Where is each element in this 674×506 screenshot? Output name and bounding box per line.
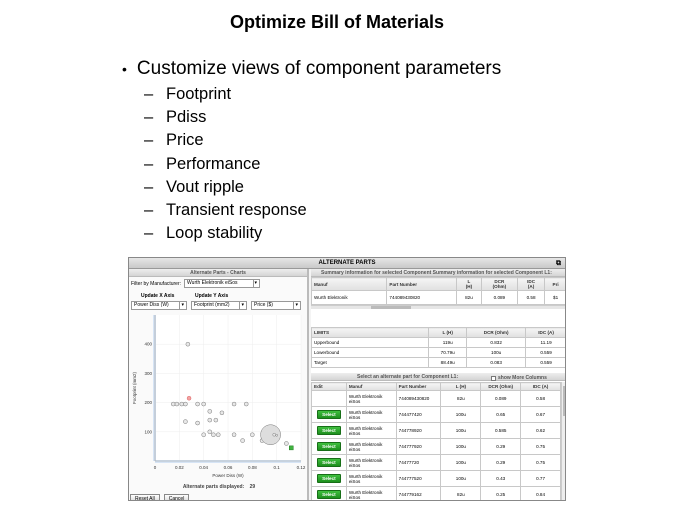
summary-column-header[interactable]: Part Number bbox=[387, 278, 457, 291]
show-more-columns-checkbox[interactable] bbox=[491, 376, 496, 381]
slide-title: Optimize Bill of Materials bbox=[229, 12, 445, 32]
cancel-button[interactable]: Cancel bbox=[164, 494, 190, 501]
summary-table-wrap bbox=[311, 277, 566, 322]
limits-cell: 88.49u bbox=[429, 358, 467, 368]
parts-pane bbox=[311, 269, 566, 501]
alternates-cell-dcr: 0.65 bbox=[481, 407, 521, 423]
table-row[interactable] bbox=[312, 423, 561, 439]
data-point[interactable] bbox=[216, 433, 220, 437]
selected-point[interactable] bbox=[187, 396, 191, 400]
select-cell bbox=[312, 407, 347, 423]
table-row[interactable] bbox=[312, 487, 561, 502]
alternates-column-header[interactable]: L (H) bbox=[441, 383, 481, 391]
y-zoom-rail[interactable] bbox=[153, 315, 156, 461]
chevron-down-icon: ▾ bbox=[295, 302, 298, 308]
summary-cell: Wurth Elektronik bbox=[312, 291, 387, 305]
data-point[interactable] bbox=[196, 402, 200, 406]
alternates-header-row bbox=[312, 383, 561, 391]
alternates-header bbox=[311, 373, 566, 381]
alternates-cell-l: 82u bbox=[441, 487, 481, 502]
table-row[interactable] bbox=[312, 439, 561, 455]
alternates-cell-l: 100u bbox=[441, 455, 481, 471]
alternates-cell-part: 744777520 bbox=[396, 471, 441, 487]
dash-icon: – bbox=[144, 200, 154, 219]
alternates-cell-part: 744777920 bbox=[396, 439, 441, 455]
data-point[interactable] bbox=[250, 433, 254, 437]
limits-cell: 0.083 bbox=[467, 358, 526, 368]
parts-displayed-label: Alternate parts displayed: bbox=[182, 484, 245, 490]
limits-column-header: LIMITS bbox=[312, 328, 429, 338]
sub-bullet-text: Pdiss bbox=[166, 108, 207, 127]
data-point[interactable] bbox=[186, 342, 190, 346]
limits-cell: 0.559 bbox=[526, 348, 566, 358]
limits-column-header: L (H) bbox=[429, 328, 467, 338]
limits-column-header: IDC (A) bbox=[526, 328, 566, 338]
select-cell bbox=[312, 391, 347, 407]
select-button[interactable]: Select bbox=[317, 442, 341, 451]
show-more-columns[interactable] bbox=[491, 374, 547, 382]
x-tick-label: 0.1 bbox=[273, 465, 280, 470]
alternates-cell-dcr: 0.25 bbox=[481, 487, 521, 502]
alternates-column-header[interactable]: Manuf bbox=[346, 383, 396, 391]
data-point[interactable] bbox=[180, 402, 184, 406]
alternates-table-wrap bbox=[311, 382, 561, 501]
dash-icon: – bbox=[144, 85, 154, 103]
data-point[interactable] bbox=[196, 421, 200, 425]
alternates-cell-dcr: 0.585 bbox=[481, 423, 521, 439]
y-axis-value: Footprint (mm2) bbox=[194, 302, 230, 308]
limits-cell: 0.832 bbox=[467, 338, 526, 348]
data-point[interactable] bbox=[273, 433, 276, 436]
summary-column-header[interactable]: Pri bbox=[545, 278, 566, 291]
alternates-cell-idc: 0.84 bbox=[521, 487, 561, 502]
limits-cell: Target bbox=[312, 358, 429, 368]
x-axis-select[interactable] bbox=[131, 301, 187, 310]
x-axis-value: Power Diss (W) bbox=[134, 302, 169, 308]
limits-row bbox=[312, 348, 567, 358]
x-zoom-rail[interactable] bbox=[155, 460, 301, 463]
alternates-cell-idc: 0.75 bbox=[521, 439, 561, 455]
x-axis-title: Power Diss (W) bbox=[212, 473, 244, 478]
limits-row bbox=[312, 338, 567, 348]
table-row[interactable] bbox=[312, 471, 561, 487]
target-point[interactable] bbox=[289, 446, 293, 450]
sub-bullet-item bbox=[144, 83, 501, 106]
alternates-title: Select an alternate part for Component L1: bbox=[357, 374, 459, 380]
data-point[interactable] bbox=[241, 439, 245, 443]
summary-cell: 0.58 bbox=[517, 291, 544, 305]
alternates-cell-part: 74477720 bbox=[396, 455, 441, 471]
sub-bullet-item bbox=[144, 222, 501, 245]
sub-bullet-text: Performance bbox=[166, 154, 261, 173]
y-tick-label: 100 bbox=[144, 429, 152, 435]
sub-bullet-text: Price bbox=[166, 131, 204, 150]
scatter-chart[interactable] bbox=[129, 311, 309, 483]
show-more-columns-label: show More Columns bbox=[498, 375, 547, 381]
limits-row bbox=[312, 358, 567, 368]
summary-column-header[interactable]: IDC (A) bbox=[517, 278, 544, 291]
alternates-cell-l: 100u bbox=[441, 423, 481, 439]
manufacturer-filter-value: Wurth Elektronik eiSos bbox=[187, 280, 238, 286]
dash-icon: – bbox=[144, 224, 154, 243]
alternates-cell-manuf: Wurth Elektronik eiSos bbox=[346, 455, 396, 471]
data-point[interactable] bbox=[175, 402, 179, 406]
chevron-down-icon: ▾ bbox=[181, 302, 184, 308]
data-point[interactable] bbox=[244, 402, 248, 406]
limits-column-header: DCR (Ohm) bbox=[467, 328, 526, 338]
summary-column-header[interactable]: L (H) bbox=[457, 278, 482, 291]
alternates-cell-dcr: 0.43 bbox=[481, 471, 521, 487]
window-titlebar bbox=[129, 258, 565, 269]
data-point[interactable] bbox=[183, 420, 187, 424]
summary-scrollbar[interactable] bbox=[311, 305, 566, 309]
limits-cell: 70.79u bbox=[429, 348, 467, 358]
charts-pane bbox=[129, 269, 309, 501]
summary-header: Summary information for selected Component Summary information for selected Component L1: bbox=[311, 269, 566, 277]
alternates-cell-manuf: Wurth Elektronik eiSos bbox=[346, 407, 396, 423]
select-cell bbox=[312, 487, 347, 502]
limits-cell: Lowerbound bbox=[312, 348, 429, 358]
data-point[interactable] bbox=[211, 433, 215, 437]
alternates-cell-idc: 0.67 bbox=[521, 407, 561, 423]
select-cell bbox=[312, 455, 347, 471]
limits-header-row bbox=[312, 328, 567, 338]
charts-pane-header: Alternate Parts - Charts bbox=[129, 269, 307, 277]
data-point[interactable] bbox=[220, 411, 224, 415]
dash-icon: – bbox=[144, 154, 154, 173]
data-point[interactable] bbox=[284, 441, 288, 445]
sub-bullet-item bbox=[144, 106, 501, 129]
chevron-down-icon: ▾ bbox=[241, 302, 244, 308]
data-point[interactable] bbox=[232, 433, 236, 437]
alternates-cell-dcr: 0.29 bbox=[481, 455, 521, 471]
select-button[interactable]: Select bbox=[317, 490, 341, 499]
reset-all-button[interactable]: Reset All bbox=[130, 494, 160, 501]
alternates-column-header[interactable]: DCR (Ohm) bbox=[481, 383, 521, 391]
bullet-main bbox=[122, 58, 501, 80]
alternates-cell-l: 82u bbox=[441, 391, 481, 407]
limits-cell: 11.19 bbox=[526, 338, 566, 348]
select-cell bbox=[312, 439, 347, 455]
alternates-cell-manuf: Wurth Elektronik eiSos bbox=[346, 439, 396, 455]
x-tick-label: 0.08 bbox=[247, 465, 257, 470]
alternates-cell-idc: 0.77 bbox=[521, 471, 561, 487]
summary-table bbox=[311, 277, 566, 305]
chevron-down-icon: ▾ bbox=[254, 280, 258, 286]
axis-selects bbox=[131, 301, 301, 310]
sub-bullet-item bbox=[144, 176, 501, 199]
limits-cell: Upperbound bbox=[312, 338, 429, 348]
manufacturer-filter-select[interactable] bbox=[184, 279, 260, 288]
y-tick-label: 200 bbox=[144, 400, 152, 406]
select-button[interactable]: Select bbox=[317, 426, 341, 435]
alternates-cell-manuf: Wurth Elektronik eiSos bbox=[346, 391, 396, 407]
update-x-axis-label: Update X Axis bbox=[141, 293, 175, 299]
bullet-main-text: Customize views of component parameters bbox=[136, 58, 502, 79]
window-title: ALTERNATE PARTS bbox=[318, 260, 376, 266]
data-point[interactable] bbox=[183, 402, 187, 406]
alternates-cell-manuf: Wurth Elektronik eiSos bbox=[346, 487, 396, 502]
chart-buttons bbox=[130, 494, 189, 501]
limits-cell: 0.559 bbox=[526, 358, 566, 368]
scatter-chart-svg[interactable] bbox=[129, 311, 309, 483]
sub-bullet-item bbox=[144, 153, 501, 176]
alternate-parts-window bbox=[128, 257, 566, 501]
data-point[interactable] bbox=[214, 418, 218, 422]
sub-bullet-item bbox=[144, 129, 501, 152]
x-tick-label: 0.04 bbox=[199, 465, 209, 470]
dash-icon: – bbox=[144, 108, 154, 127]
alternates-cell-part: 744778920 bbox=[396, 423, 441, 439]
alternates-column-header[interactable]: Edit bbox=[312, 383, 347, 391]
x-tick-label: 0.02 bbox=[174, 465, 184, 470]
alternates-cell-dcr: 0.089 bbox=[481, 391, 521, 407]
parts-displayed bbox=[129, 484, 309, 490]
x-tick-label: 0.06 bbox=[223, 465, 233, 470]
summary-cell: 744089430820 bbox=[387, 291, 457, 305]
third-axis-select[interactable] bbox=[251, 301, 301, 310]
summary-cell: 82u bbox=[457, 291, 482, 305]
data-point[interactable] bbox=[208, 430, 212, 434]
sub-bullet-list bbox=[144, 83, 501, 245]
data-point[interactable] bbox=[232, 402, 236, 406]
select-button[interactable]: Select bbox=[317, 474, 341, 483]
summary-column-header[interactable]: Manuf bbox=[312, 278, 387, 291]
table-row[interactable] bbox=[312, 407, 561, 423]
summary-column-header[interactable]: DCR (Ohm) bbox=[481, 278, 517, 291]
select-cell bbox=[312, 423, 347, 439]
limits-cell: 100u bbox=[467, 348, 526, 358]
sub-bullet-text: Vout ripple bbox=[166, 177, 244, 196]
sub-bullet-text: Transient response bbox=[166, 200, 307, 219]
data-point[interactable] bbox=[208, 409, 212, 413]
data-point[interactable] bbox=[202, 402, 206, 406]
alternates-column-header[interactable]: IDC (A) bbox=[521, 383, 561, 391]
alternates-cell-part: 744779162 bbox=[396, 487, 441, 502]
table-row[interactable] bbox=[312, 391, 561, 407]
summary-cell: 0.089 bbox=[481, 291, 517, 305]
manufacturer-filter-label: Filter by Manufacturer: bbox=[131, 280, 182, 287]
y-tick-label: 400 bbox=[144, 341, 152, 347]
select-button[interactable]: Select bbox=[317, 458, 341, 467]
alternates-cell-l: 100u bbox=[441, 407, 481, 423]
manufacturer-filter-row bbox=[131, 279, 260, 288]
summary-cell: $1 bbox=[545, 291, 566, 305]
restore-window-icon[interactable]: ⧉ bbox=[556, 260, 561, 267]
alternates-cell-part: 744477420 bbox=[396, 407, 441, 423]
x-tick-label: 0.12 bbox=[296, 465, 306, 470]
update-y-axis-label: Update Y Axis bbox=[195, 293, 229, 299]
alternates-scrollbar[interactable] bbox=[561, 382, 566, 501]
alternates-cell-idc: 0.58 bbox=[521, 391, 561, 407]
dash-icon: – bbox=[144, 131, 154, 150]
sub-bullet-text: Loop stability bbox=[166, 224, 263, 243]
limits-table-wrap bbox=[311, 327, 566, 368]
bullet-list bbox=[122, 58, 501, 245]
data-point[interactable] bbox=[171, 402, 175, 406]
summary-row bbox=[312, 291, 567, 305]
third-axis-value: Price ($) bbox=[254, 302, 273, 308]
scrollbar-thumb[interactable] bbox=[371, 306, 411, 309]
y-tick-label: 300 bbox=[144, 370, 152, 376]
limits-table bbox=[311, 327, 566, 368]
alternates-cell-l: 100u bbox=[441, 471, 481, 487]
sub-bullet-item bbox=[144, 199, 501, 222]
alternates-cell-idc: 0.75 bbox=[521, 455, 561, 471]
alternates-cell-idc: 0.62 bbox=[521, 423, 561, 439]
select-cell bbox=[312, 471, 347, 487]
alternates-cell-dcr: 0.29 bbox=[481, 439, 521, 455]
alternates-cell-l: 100u bbox=[441, 439, 481, 455]
alternates-cell-manuf: Wurth Elektronik eiSos bbox=[346, 471, 396, 487]
data-point[interactable] bbox=[276, 434, 278, 436]
alternates-column-header[interactable]: Part Number bbox=[396, 383, 441, 391]
alternates-cell-manuf: Wurth Elektronik eiSos bbox=[346, 423, 396, 439]
sub-bullet-text: Footprint bbox=[166, 85, 232, 103]
table-row[interactable] bbox=[312, 455, 561, 471]
data-point[interactable] bbox=[208, 418, 212, 422]
x-tick-label: 0 bbox=[153, 465, 157, 470]
y-axis-select[interactable] bbox=[191, 301, 247, 310]
scrollbar-thumb[interactable] bbox=[563, 386, 566, 416]
bullet-dot-icon: • bbox=[122, 61, 127, 77]
alternates-cell-part: 744089430820 bbox=[396, 391, 441, 407]
summary-header-row bbox=[312, 278, 567, 291]
dash-icon: – bbox=[144, 177, 154, 196]
select-button[interactable]: Select bbox=[317, 410, 341, 419]
limits-cell: 119u bbox=[429, 338, 467, 348]
alternates-table bbox=[311, 382, 561, 501]
y-axis-title: Footprint (mm2) bbox=[132, 371, 137, 405]
data-point[interactable] bbox=[202, 433, 206, 437]
parts-displayed-count: 29 bbox=[249, 484, 256, 490]
